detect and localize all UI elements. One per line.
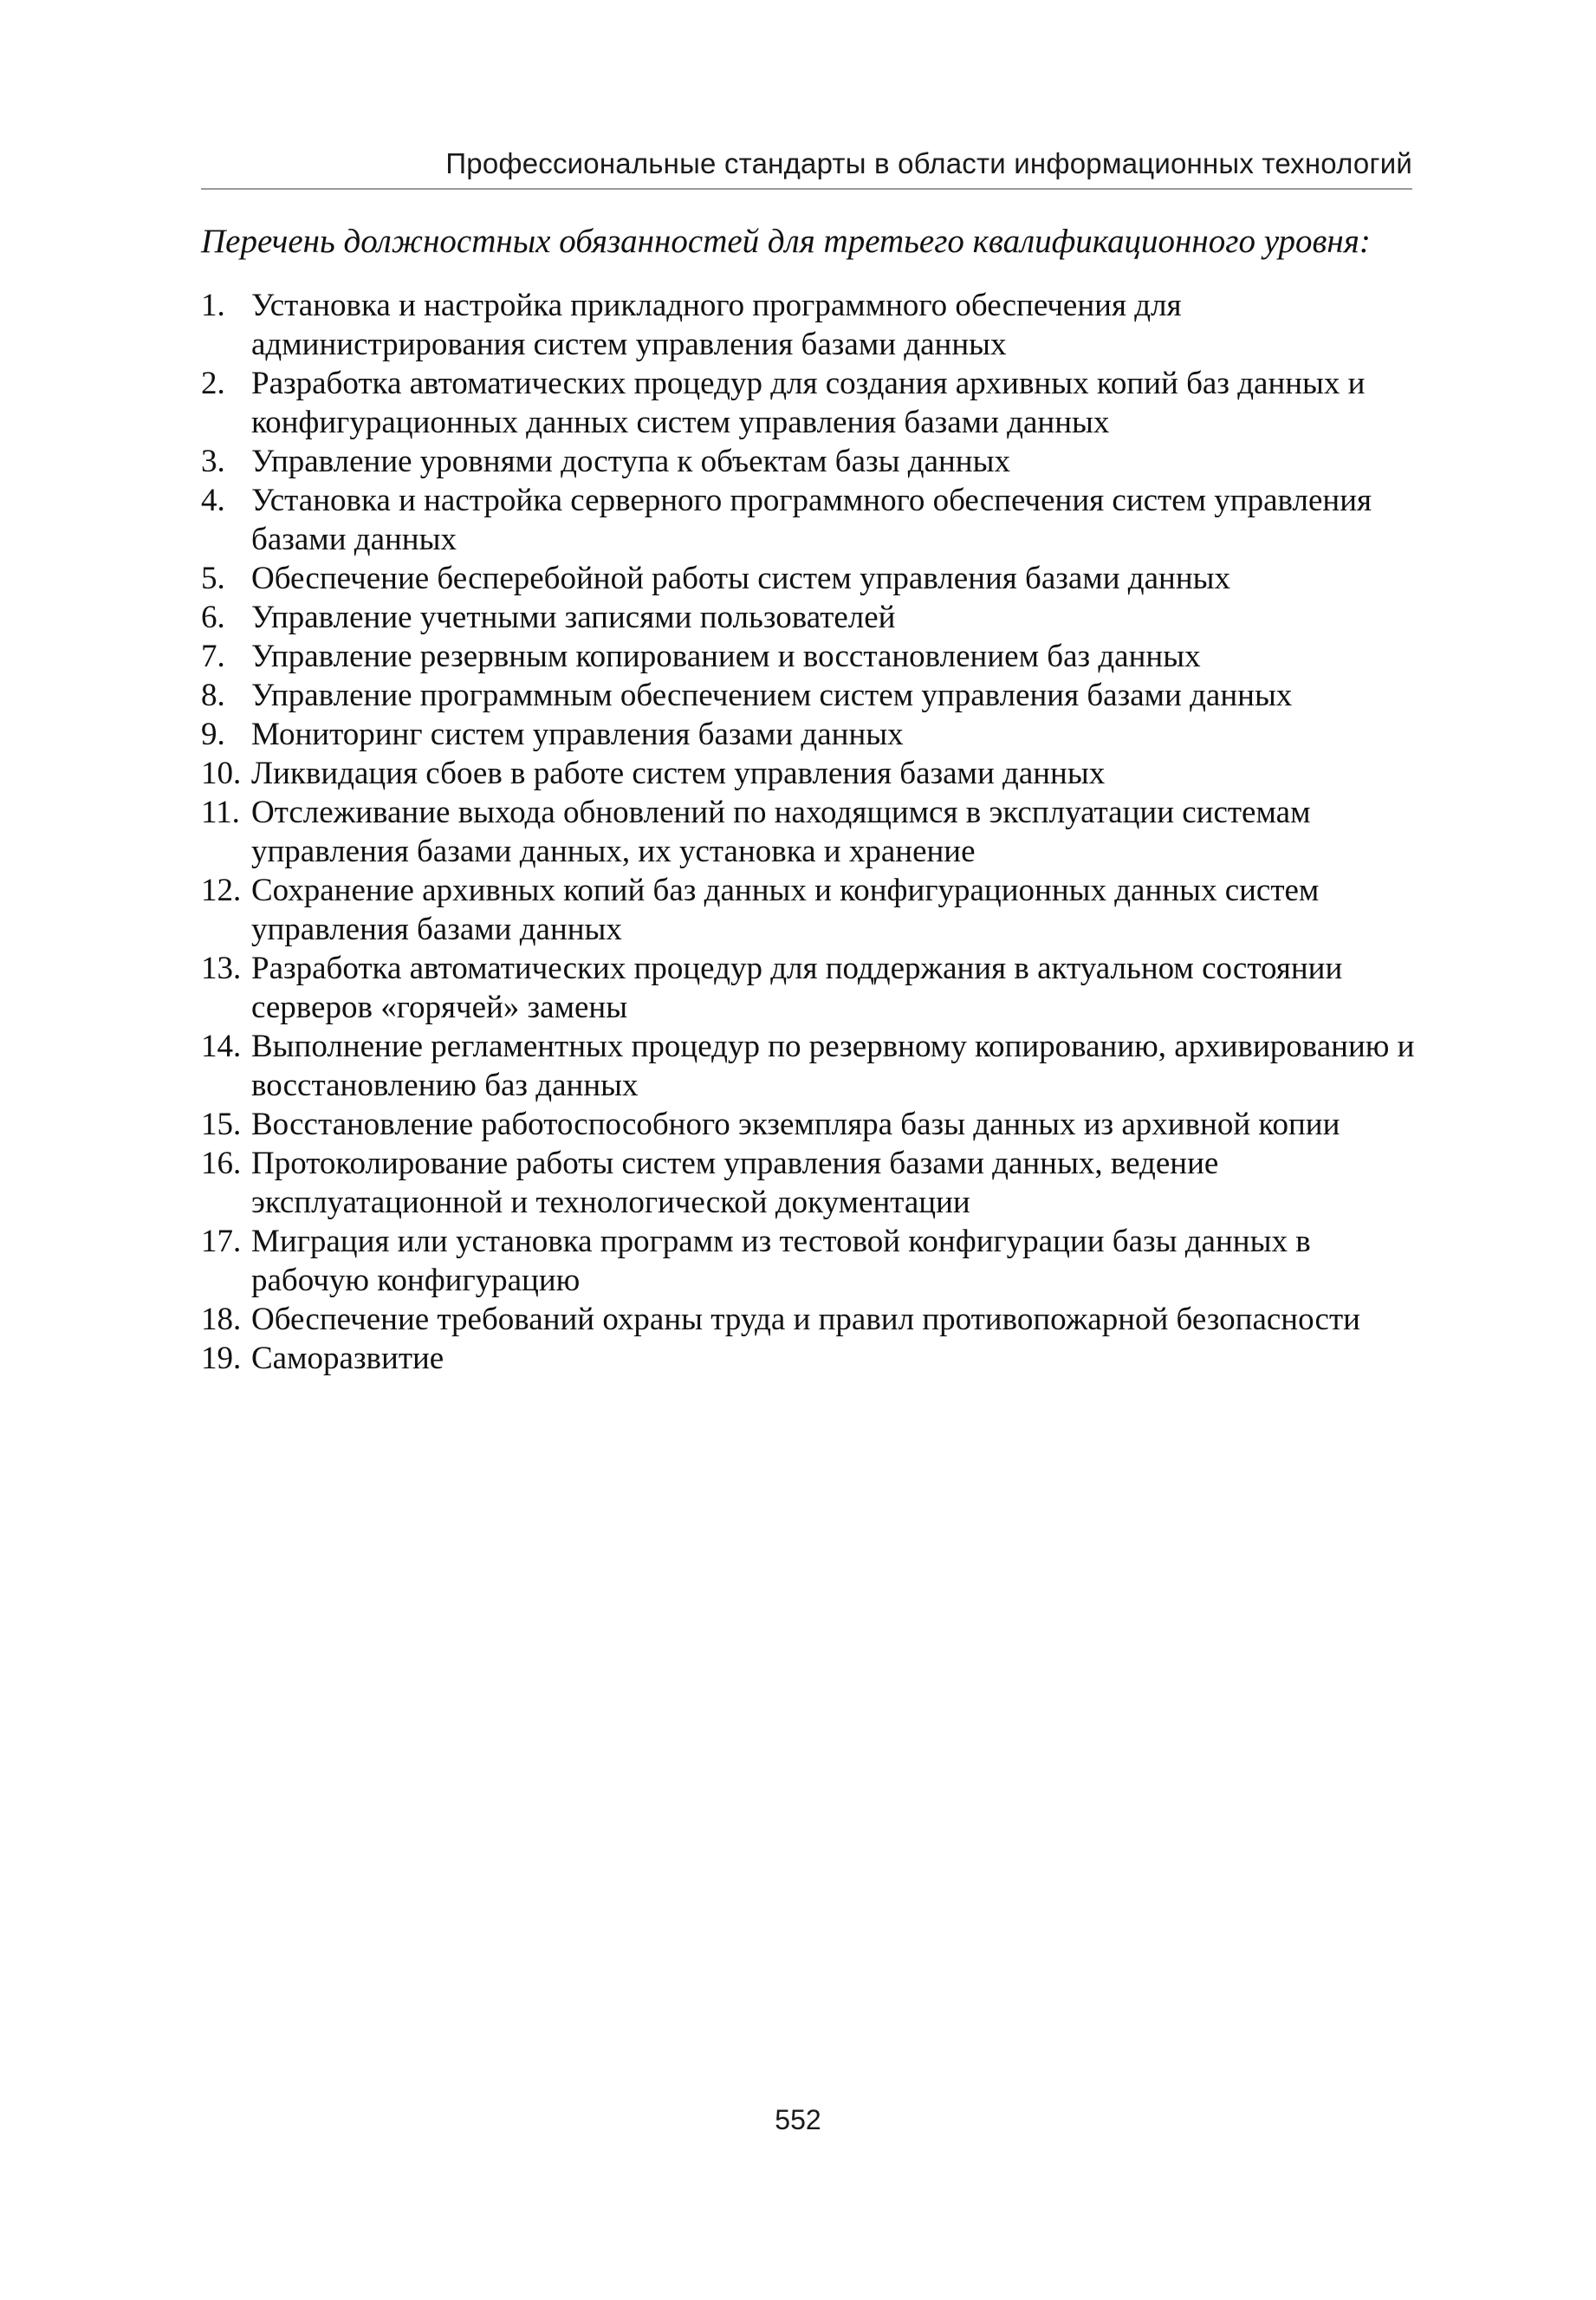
list-item xyxy=(201,1300,1423,1339)
list-item xyxy=(201,676,1423,715)
list-item-number: 14. xyxy=(201,1029,242,1064)
list-item-text: Управление программным обеспечением систем управления базами данных xyxy=(251,678,1293,713)
list-item-number: 5. xyxy=(201,561,225,596)
list-item-text: Управление уровнями доступа к объектам базы данных xyxy=(251,444,1010,479)
list-item xyxy=(201,442,1423,481)
list-item-number: 16. xyxy=(201,1146,242,1181)
list-item xyxy=(201,949,1423,1027)
list-item-number: 18. xyxy=(201,1302,242,1337)
list-item xyxy=(201,793,1423,871)
list-item xyxy=(201,754,1423,793)
list-item-text: Разработка автоматических процедур для поддержания в актуальном состоянии серверов «горячей» замены xyxy=(251,951,1343,1025)
list-item xyxy=(201,1027,1423,1105)
list-item-number: 15. xyxy=(201,1107,242,1142)
list-item-number: 11. xyxy=(201,795,240,830)
list-item xyxy=(201,1339,1423,1378)
list-item-number: 3. xyxy=(201,444,225,479)
list-item-text: Обеспечение требований охраны труда и правил противопожарной безопасности xyxy=(251,1302,1360,1337)
list-item-text: Восстановление работоспособного экземпляра базы данных из архивной копии xyxy=(251,1107,1340,1142)
list-item-text: Сохранение архивных копий баз данных и конфигурационных данных систем управления базами данных xyxy=(251,873,1320,947)
list-item xyxy=(201,1222,1423,1300)
list-item-text: Ликвидация сбоев в работе систем управления базами данных xyxy=(251,756,1106,791)
page-number: 552 xyxy=(775,2104,821,2135)
list-item-number: 1. xyxy=(201,288,225,323)
list-item-text: Отслеживание выхода обновлений по находящимся в эксплуатации системам управления базами данных, их установка и хранение xyxy=(251,795,1311,869)
list-item-number: 7. xyxy=(201,639,225,674)
list-item-text: Управление резервным копированием и восстановлением баз данных xyxy=(251,639,1201,674)
list-item xyxy=(201,481,1423,559)
list-item-number: 10. xyxy=(201,756,242,791)
list-item xyxy=(201,1105,1423,1144)
list-item-number: 9. xyxy=(201,717,225,752)
list-item xyxy=(201,715,1423,754)
list-item-text: Управление учетными записями пользователей xyxy=(251,600,896,635)
list-item xyxy=(201,871,1423,949)
list-item xyxy=(201,364,1423,442)
list-item-number: 2. xyxy=(201,366,225,401)
running-header: Профессиональные стандарты в области информационных технологий xyxy=(445,147,1412,179)
list-item-number: 12. xyxy=(201,873,242,908)
list-item xyxy=(201,1144,1423,1222)
list-item-number: 6. xyxy=(201,600,225,635)
list-item-text: Обеспечение бесперебойной работы систем управления базами данных xyxy=(251,561,1231,596)
list-item-text: Миграция или установка программ из тестовой конфигурации базы данных в рабочую конфигурацию xyxy=(251,1224,1311,1298)
section-title: Перечень должностных обязанностей для третьего квалификационного уровня: xyxy=(201,223,1371,260)
list-item-text: Установка и настройка прикладного программного обеспечения для администрирования систем управления базами данных xyxy=(251,288,1182,362)
list-item-number: 19. xyxy=(201,1341,242,1376)
header-divider xyxy=(201,188,1412,190)
list-item-text: Разработка автоматических процедур для создания архивных копий баз данных и конфигурационных данных систем управления базами данных xyxy=(251,366,1366,440)
list-item-number: 17. xyxy=(201,1224,242,1259)
list-item xyxy=(201,286,1423,364)
list-item xyxy=(201,598,1423,637)
list-item-text: Протоколирование работы систем управления базами данных, ведение эксплуатационной и технологической документации xyxy=(251,1146,1219,1220)
list-item-number: 4. xyxy=(201,483,225,518)
list-item xyxy=(201,637,1423,676)
list-item-text: Выполнение регламентных процедур по резервному копированию, архивированию и восстановлению баз данных xyxy=(251,1029,1415,1103)
duties-list xyxy=(201,286,1423,1378)
list-item-number: 8. xyxy=(201,678,225,713)
list-item-text: Саморазвитие xyxy=(251,1341,444,1376)
list-item-text: Мониторинг систем управления базами данных xyxy=(251,717,904,752)
list-item-number: 13. xyxy=(201,951,242,986)
list-item xyxy=(201,559,1423,598)
list-item-text: Установка и настройка серверного программного обеспечения систем управления базами данных xyxy=(251,483,1372,557)
